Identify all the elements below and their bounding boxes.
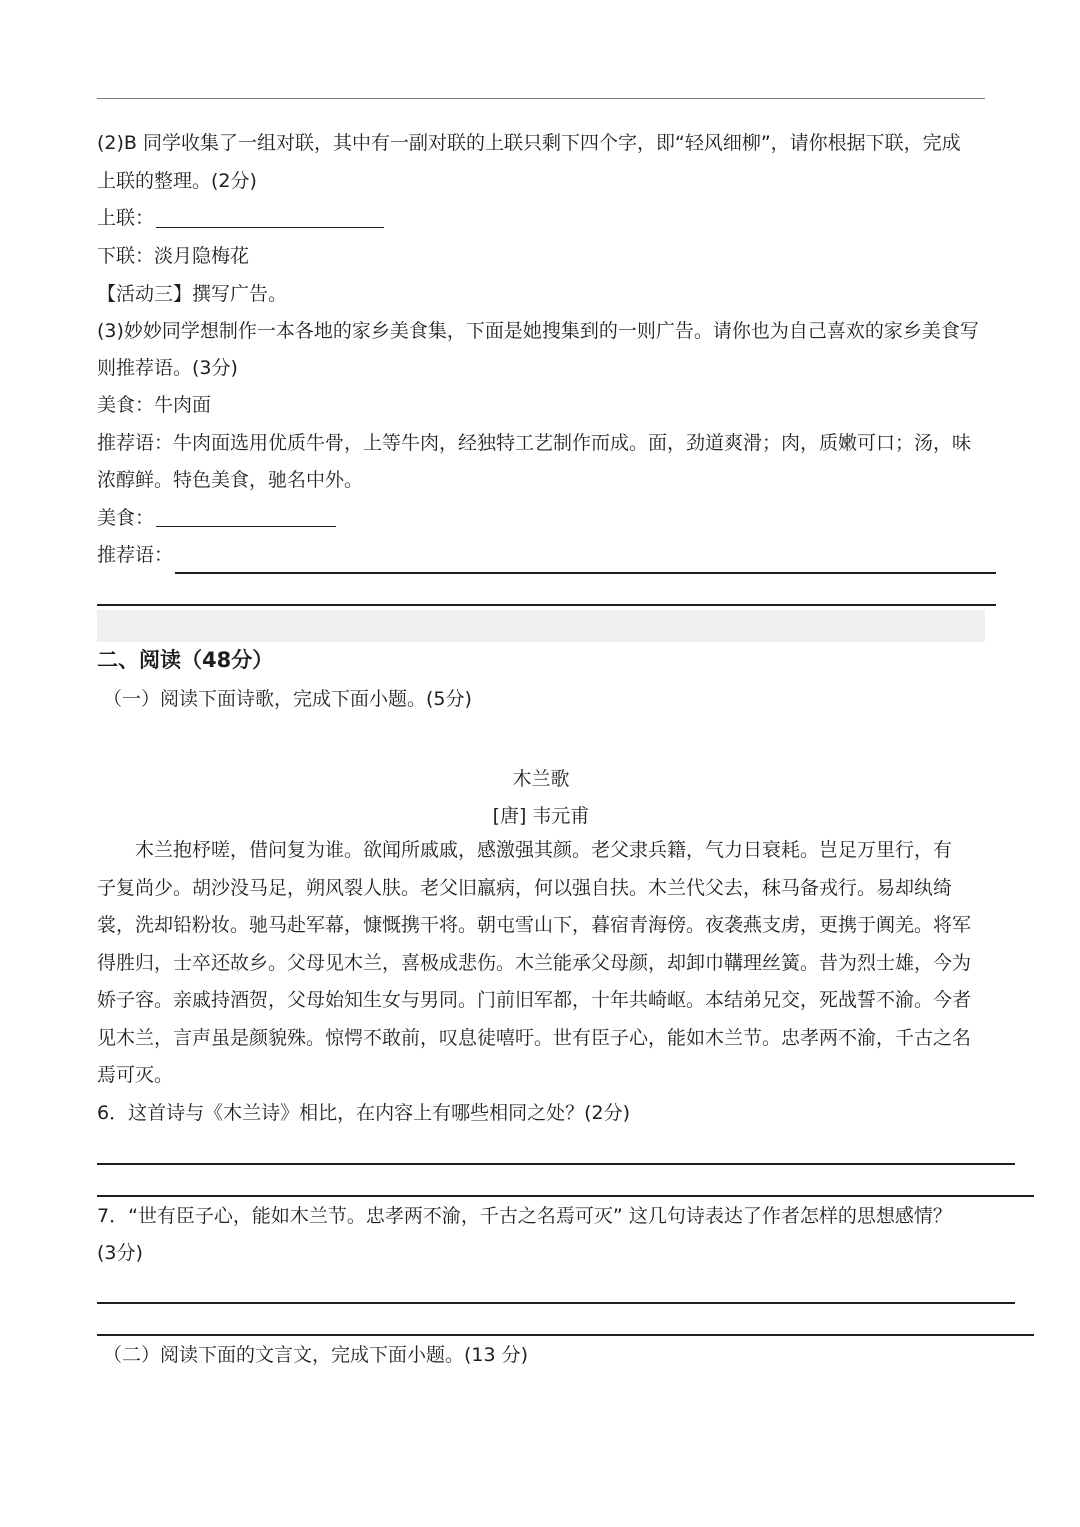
example-recommendation-line1: 推荐语：牛肉面选用优质牛骨，上等牛肉，经独特工艺制作而成。面，劲道爽滑；肉，质嫩可口；汤，味 bbox=[97, 432, 972, 454]
q3-line2: 则推荐语。(3分) bbox=[97, 357, 238, 379]
upper-couplet-label: 上联： bbox=[97, 207, 155, 229]
q7-line2: (3分) bbox=[97, 1242, 143, 1264]
upper-couplet-answer-line[interactable] bbox=[156, 227, 384, 228]
q7-answer-line-1[interactable] bbox=[97, 1302, 1015, 1304]
poem-line: 裳，洗却铅粉妆。驰马赴军幕，慷慨携干将。朝屯雪山下，暮宿青海傍。夜袭燕支虏，更携于阗羌。将军 bbox=[97, 914, 972, 936]
recommendation-answer-line-2[interactable] bbox=[97, 604, 996, 606]
q6-answer-line-2[interactable] bbox=[97, 1195, 1034, 1197]
header-rule bbox=[97, 98, 985, 99]
q7-line1: 7．“世有臣子心，能如木兰节。忠孝两不渝，千古之名焉可灭” 这几句诗表达了作者怎样的思想感情？ bbox=[97, 1205, 952, 1227]
poem-line: 见木兰，言声虽是颜貌殊。惊愕不敢前，叹息徒嘻吁。世有臣子心，能如木兰节。忠孝两不渝，千古之名 bbox=[97, 1026, 972, 1049]
food-answer-line[interactable] bbox=[156, 526, 336, 527]
q3-line1: (3)妙妙同学想制作一本各地的家乡美食集，下面是她搜集到的一则广告。请你也为自己喜欢的家乡美食写 bbox=[97, 320, 979, 342]
part2-heading: （二）阅读下面的文言文，完成下面小题。(13 分) bbox=[103, 1344, 529, 1366]
q2-line2: 上联的整理。(2分) bbox=[97, 170, 257, 192]
poem-title: 木兰歌 bbox=[512, 768, 570, 790]
poem-line: 焉可灭。 bbox=[97, 1064, 174, 1086]
example-food: 美食：牛肉面 bbox=[97, 394, 212, 416]
q2-line1: (2)B 同学收集了一组对联，其中有一副对联的上联只剩下四个字，即“轻风细柳”，请你根据下联，完成 bbox=[97, 132, 961, 154]
recommendation-answer-line-1[interactable] bbox=[175, 572, 996, 574]
part1-heading: （一）阅读下面诗歌，完成下面小题。(5分) bbox=[103, 688, 472, 710]
food-label: 美食： bbox=[97, 507, 155, 529]
example-recommendation-line2: 浓醇鲜。特色美食，驰名中外。 bbox=[97, 469, 364, 491]
q7-answer-line-2[interactable] bbox=[97, 1334, 1034, 1336]
q6-answer-line-1[interactable] bbox=[97, 1163, 1015, 1165]
poem-line: 子复尚少。胡沙没马足，朔风裂人肤。老父旧羸病，何以强自扶。木兰代父去，秣马备戎行。易却纨绮 bbox=[97, 876, 953, 899]
q6-text: 6．这首诗与《木兰诗》相比，在内容上有哪些相同之处？(2分) bbox=[97, 1102, 631, 1124]
poem-author: [唐] 韦元甫 bbox=[492, 805, 590, 827]
poem-body bbox=[97, 832, 985, 1095]
poem-line: 娇子容。亲戚持酒贺，父母始知生女与男同。门前旧军都，十年共崎岖。本结弟兄交，死战誓不渝。今者 bbox=[97, 989, 972, 1011]
activity3-heading: 【活动三】撰写广告。 bbox=[97, 283, 288, 305]
section2-title: 二、阅读（48分） bbox=[97, 648, 274, 672]
lower-couplet: 下联：淡月隐梅花 bbox=[97, 245, 250, 267]
poem-line: 木兰抱杼嗟，借问复为谁。欲闻所戚戚，感激强其颜。老父隶兵籍，气力日衰耗。岂足万里行，有 bbox=[135, 839, 953, 861]
recommendation-label: 推荐语： bbox=[97, 544, 174, 566]
section-shade bbox=[97, 610, 985, 642]
poem-line: 得胜归，士卒还故乡。父母见木兰，喜极成悲伤。木兰能承父母颜，却卸巾鞲理丝簧。昔为烈士雄，今为 bbox=[97, 951, 972, 974]
